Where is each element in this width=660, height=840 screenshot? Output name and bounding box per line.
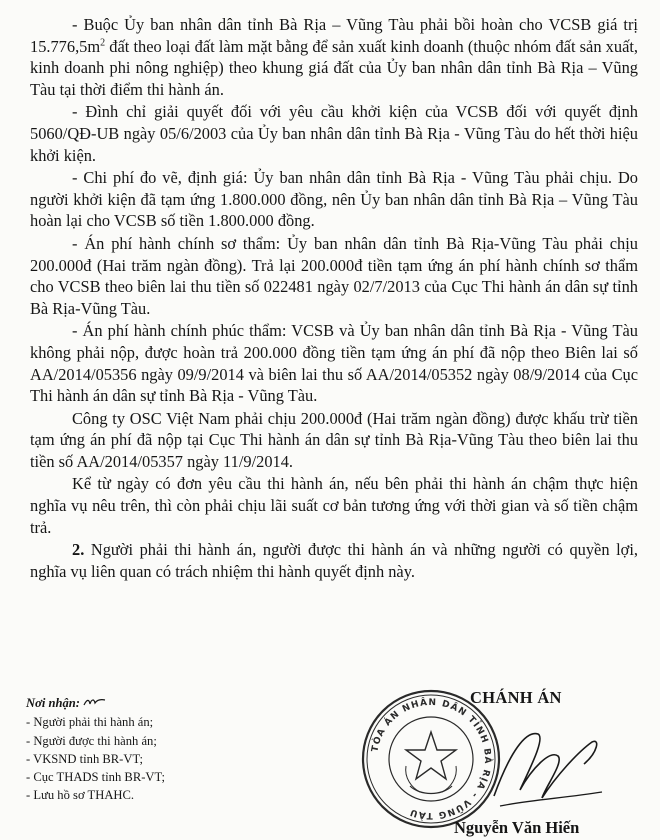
paragraph-suspension: - Đình chỉ giải quyết đối với yêu cầu khởi kiện của VCSB đối với quyết định 5060/QĐ-UB ngày 05/6/2003 của Ủy ban nhân dân tỉnh Bà Rịa - Vũng Tàu do hết thời hiệu khởi kiện.: [30, 102, 638, 165]
recipient-item: - VKSND tỉnh BR-VT;: [26, 751, 143, 766]
section-number: 2.: [72, 540, 85, 560]
paragraph-survey-costs: - Chi phí đo vẽ, định giá: Ủy ban nhân dân tỉnh Bà Rịa - Vũng Tàu phải chịu. Do người khởi kiện đã tạm ứng 1.800.000 đồng, nên Ủy ban nhân dân tỉnh Bà Rịa – Vũng Tàu hoàn lại cho VCSB số tiền 1.800.000 đồng.: [30, 168, 638, 231]
paragraph-compensation-text-b: đất theo loại đất làm mặt bằng để sản xuất kinh doanh (thuộc nhóm đất sản xuất, kinh doanh phi nông nghiệp) theo khung giá đất của Ủy ban nhân dân tỉnh Bà Rịa – Vũng Tàu tại thời điểm thi hành án.: [30, 36, 638, 99]
recipients-heading-label: Nơi nhận:: [26, 696, 81, 710]
paragraph-compensation-text-a: - Buộc Ủy ban nhân dân tỉnh Bà Rịa – Vũng Tàu phải bồi hoàn cho VCSB giá trị 15.776,5m: [30, 15, 638, 56]
signer-title: CHÁNH ÁN: [470, 688, 562, 707]
initials-scribble-icon: [83, 697, 107, 707]
decision-body: [30, 14, 638, 583]
recipients-block: [26, 694, 286, 805]
paragraph-enforcement-duty: [30, 539, 638, 582]
recipients-heading: [26, 694, 286, 712]
paragraph-first-instance-fee: - Án phí hành chính sơ thẩm: Ủy ban nhân dân tỉnh Bà Rịa-Vũng Tàu phải chịu 200.000đ (Hai trăm ngàn đồng). Trả lại 200.000đ tiền tạm ứng án phí hành chính sơ thẩm cho VCSB theo biên lai thu tiền số 022481 ngày 02/7/2013 của Cục Thi hành án dân sự tỉnh Bà Rịa-Vũng Tàu.: [30, 233, 638, 318]
signer-name: Nguyễn Văn Hiến: [454, 818, 580, 837]
paragraph-enforcement-duty-text: Người phải thi hành án, người được thi hành án và những người có quyền lợi, nghĩa vụ liên quan có trách nhiệm thi hành quyết định này.: [30, 540, 638, 581]
recipient-item: - Cục THADS tỉnh BR-VT;: [26, 770, 166, 785]
paragraph-appeal-fee: - Án phí hành chính phúc thẩm: VCSB và Ủy ban nhân dân tỉnh Bà Rịa - Vũng Tàu không phải nộp, được hoàn trả 200.000 đồng tiền tạm ứng án phí đã nộp theo Biên lai số AA/2014/05356 ngày 09/9/2014 và biên lai thu số AA/2014/05352 ngày 08/9/2014 của Cục Thi hành án dân sự tỉnh Bà Rịa - Vũng Tàu.: [30, 321, 638, 406]
recipient-item: - Người phải thi hành án;: [26, 715, 154, 730]
paragraph-late-interest: Kể từ ngày có đơn yêu cầu thi hành án, nếu bên phải thi hành án chậm thực hiện nghĩa vụ nêu trên, thì còn phải chịu lãi suất cơ bản tương ứng với thời gian và số tiền chậm trả.: [30, 474, 638, 537]
recipient-item: - Người được thi hành án;: [26, 733, 157, 748]
superscript-square: 2: [100, 37, 106, 49]
recipient-item: - Lưu hồ sơ THAHC.: [26, 788, 135, 803]
seal-ring-text: TÒA ÁN NHÂN DÂN TỈNH BÀ RỊA - VŨNG TÀU: [370, 697, 493, 821]
signature-block: [360, 676, 620, 840]
paragraph-compensation: [30, 14, 638, 100]
paragraph-osc-fee: Công ty OSC Việt Nam phải chịu 200.000đ (Hai trăm ngàn đồng) được khấu trừ tiền tạm ứng án phí đã nộp tại Cục Thi hành án dân sự tỉnh Bà Rịa-Vũng Tàu theo biên lai thu tiền số AA/2014/05357 ngày 11/9/2014.: [30, 408, 638, 471]
handwritten-signature-icon: [480, 712, 610, 820]
recipients-list: [26, 713, 286, 804]
